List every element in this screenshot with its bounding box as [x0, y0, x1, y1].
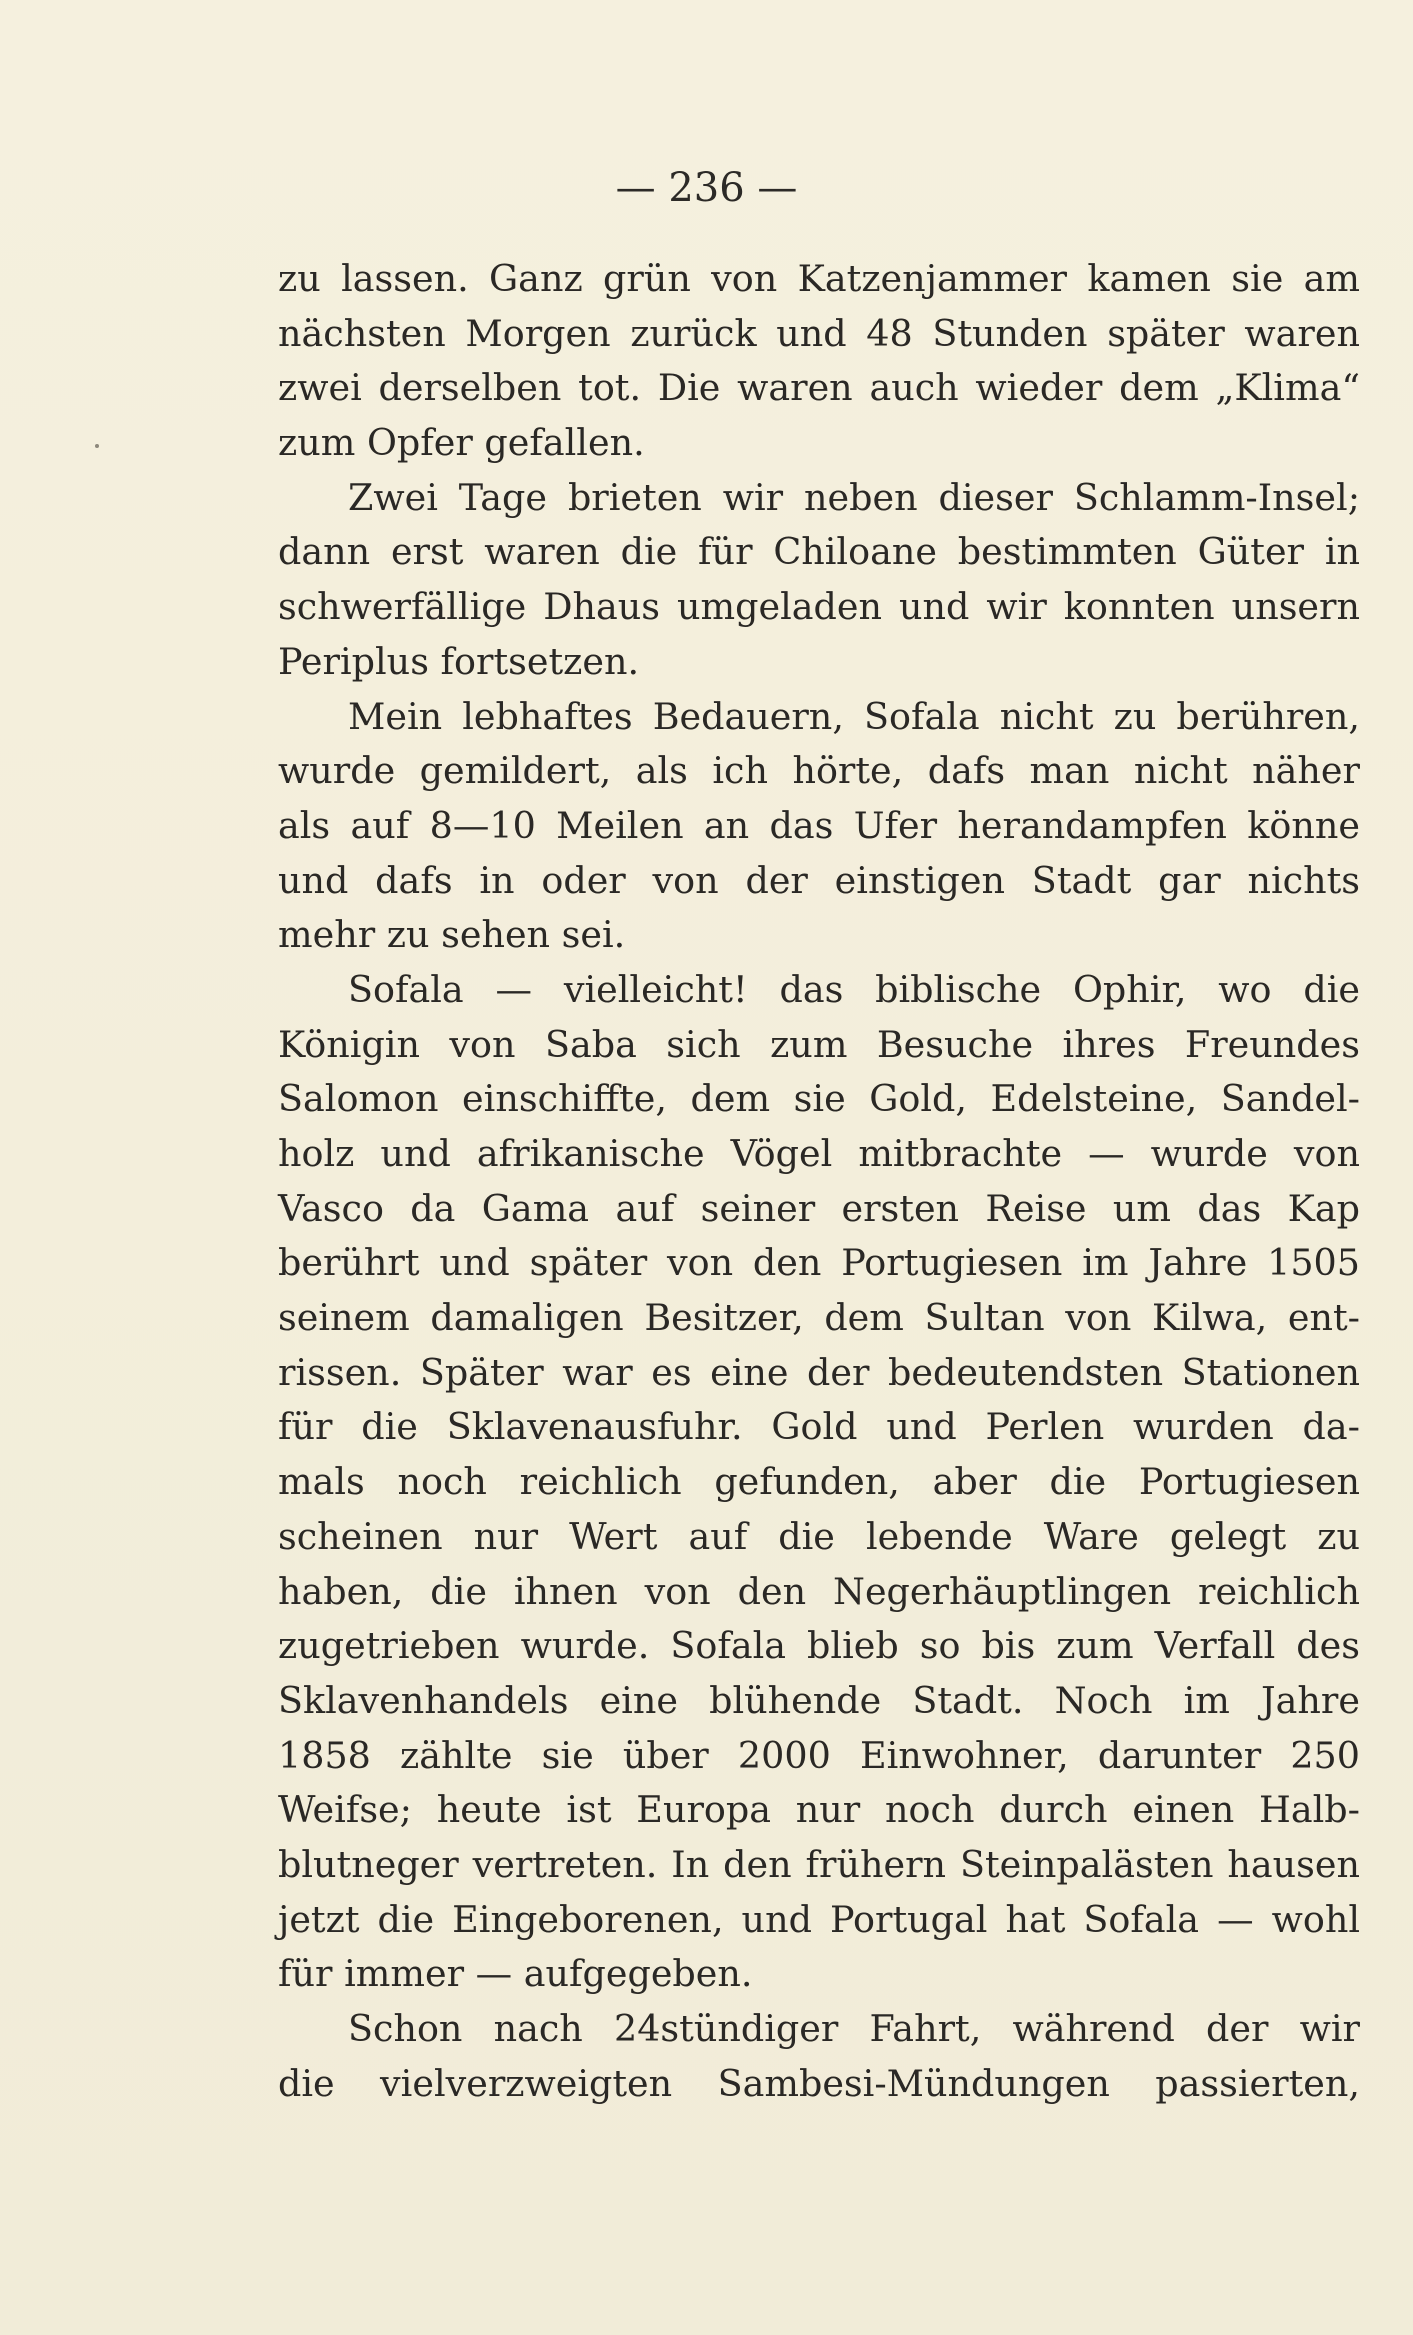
text-line: Schon nach 24stündiger Fahrt, während der wir	[348, 2007, 1360, 2050]
text-line: und dafs in oder von der einstigen Stadt gar nichts	[278, 858, 1360, 902]
text-line: 1858 zählte sie über 2000 Einwohner, darunter 250	[278, 1733, 1360, 1777]
margin-speck	[95, 444, 99, 448]
text-line: Mein lebhaftes Bedauern, Sofala nicht zu berühren,	[348, 694, 1360, 738]
text-line: Salomon einschiffte, dem sie Gold, Edelsteine, Sandel-	[278, 1077, 1360, 1121]
text-line: zum Opfer gefallen.	[278, 421, 645, 465]
text-line: Zwei Tage brieten wir neben dieser Schlamm-Insel;	[348, 475, 1360, 519]
text-line: blutneger vertreten. In den frühern Steinpalästen hausen	[278, 1842, 1360, 1886]
text-line: dann erst waren die für Chiloane bestimmten Güter in	[278, 530, 1360, 574]
text-line: Königin von Saba sich zum Besuche ihres Freundes	[278, 1022, 1360, 1066]
text-line: zwei derselben tot. Die waren auch wieder dem „Klima“	[278, 366, 1360, 410]
text-line: Sofala — vielleicht! das biblische Ophir, wo die	[348, 967, 1360, 1011]
body-text	[278, 252, 1360, 2111]
text-line: seinem damaligen Besitzer, dem Sultan von Kilwa, ent-	[278, 1296, 1360, 1340]
text-line: für die Sklavenausfuhr. Gold und Perlen wurden da-	[278, 1405, 1360, 1449]
text-line: als auf 8—10 Meilen an das Ufer herandampfen könne	[278, 803, 1360, 847]
text-line: scheinen nur Wert auf die lebende Ware gelegt zu	[278, 1514, 1360, 1558]
text-line: holz und afrikanische Vögel mitbrachte — wurde von	[278, 1132, 1360, 1175]
text-line: Periplus fortsetzen.	[278, 639, 640, 683]
text-line: schwerfällige Dhaus umgeladen und wir konnten unsern	[278, 585, 1360, 629]
text-line: zu lassen. Ganz grün von Katzenjammer kamen sie am	[278, 257, 1360, 300]
text-line: Sklavenhandels eine blühende Stadt. Noch im Jahre	[278, 1678, 1360, 1722]
text-line: mehr zu sehen sei.	[278, 913, 626, 957]
text-line: haben, die ihnen von den Negerhäuptlingen reichlich	[278, 1569, 1360, 1613]
text-line: zugetrieben wurde. Sofala blieb so bis zum Verfall des	[278, 1624, 1360, 1668]
text-line: für immer — aufgegeben.	[278, 1952, 753, 1996]
text-line: Weifse; heute ist Europa nur noch durch einen Halb-	[278, 1788, 1360, 1832]
text-line: wurde gemildert, als ich hörte, dafs man nicht näher	[278, 749, 1360, 793]
text-line: mals noch reichlich gefunden, aber die Portugiesen	[278, 1460, 1360, 1504]
text-line: jetzt die Eingeborenen, und Portugal hat Sofala — wohl	[278, 1897, 1360, 1941]
text-line: die vielverzweigten Sambesi-Mündungen passierten,	[278, 2061, 1360, 2105]
text-line: rissen. Später war es eine der bedeutendsten Stationen	[278, 1350, 1360, 1394]
text-line: berührt und später von den Portugiesen im Jahre 1505	[278, 1241, 1360, 1285]
text-line: nächsten Morgen zurück und 48 Stunden später waren	[278, 311, 1360, 355]
text-line: Vasco da Gama auf seiner ersten Reise um das Kap	[278, 1186, 1360, 1230]
page-number: — 236 —	[615, 165, 798, 211]
